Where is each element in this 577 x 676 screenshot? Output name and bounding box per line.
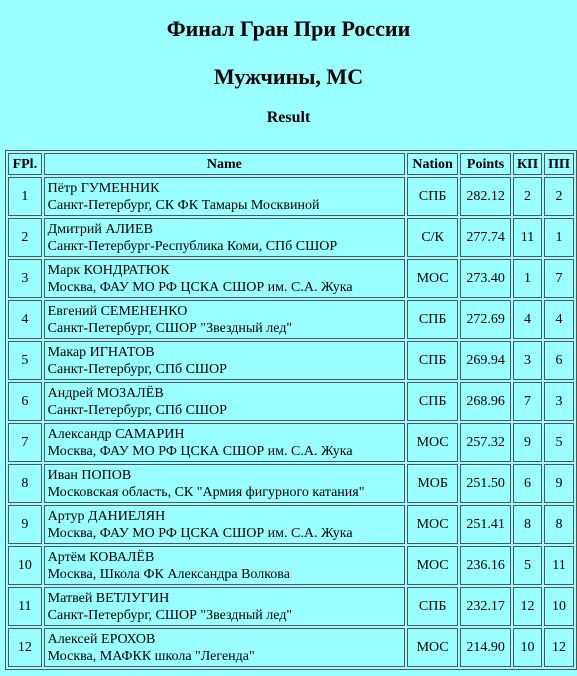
points-cell: 251.41 (460, 505, 511, 544)
header-nation: Nation (407, 153, 458, 175)
header-name: Name (44, 153, 405, 175)
free-program-cell: 8 (544, 505, 574, 544)
short-program-cell: 9 (513, 423, 542, 462)
place-cell: 4 (8, 300, 42, 339)
header-points: Points (460, 153, 511, 175)
table-row (8, 423, 574, 462)
athlete-name: Артём КОВАЛЁВ (47, 549, 155, 565)
place-cell: 8 (8, 464, 42, 503)
points-cell: 251.50 (460, 464, 511, 503)
free-program-cell: 9 (544, 464, 574, 503)
place-cell: 2 (8, 218, 42, 257)
athlete-club: Санкт-Петербург, СК ФК Тамары Москвиной (47, 197, 320, 213)
nation-cell: СПБ (407, 587, 458, 626)
nation-cell: МОС (407, 628, 458, 667)
nation-cell: МОС (407, 259, 458, 298)
name-cell (44, 628, 405, 667)
athlete-name: Артур ДАНИЕЛЯН (47, 508, 166, 524)
name-cell (44, 505, 405, 544)
name-cell (44, 259, 405, 298)
points-cell: 268.96 (460, 382, 511, 421)
place-cell: 10 (8, 546, 42, 585)
free-program-cell: 2 (544, 177, 574, 216)
short-program-cell: 1 (513, 259, 542, 298)
nation-cell: МОБ (407, 464, 458, 503)
free-program-cell: 6 (544, 341, 574, 380)
points-cell: 282.12 (460, 177, 511, 216)
free-program-cell: 7 (544, 259, 574, 298)
name-cell (44, 218, 405, 257)
nation-cell: МОС (407, 505, 458, 544)
nation-cell: СПБ (407, 382, 458, 421)
athlete-name: Александр САМАРИН (47, 426, 185, 442)
free-program-cell: 4 (544, 300, 574, 339)
athlete-name: Иван ПОПОВ (47, 467, 132, 483)
table-row (8, 505, 574, 544)
athlete-club: Санкт-Петербург, СПб СШОР (47, 361, 227, 377)
table-row (8, 464, 574, 503)
table-row (8, 259, 574, 298)
athlete-name: Дмитрий АЛИЕВ (47, 221, 153, 237)
table-row (8, 546, 574, 585)
nation-cell: СПБ (407, 177, 458, 216)
results-table (5, 150, 577, 670)
athlete-name: Андрей МОЗАЛЁВ (47, 385, 164, 401)
place-cell: 5 (8, 341, 42, 380)
points-cell: 272.69 (460, 300, 511, 339)
free-program-cell: 5 (544, 423, 574, 462)
athlete-club: Москва, МАФКК школа "Легенда" (47, 648, 255, 664)
short-program-cell: 7 (513, 382, 542, 421)
place-cell: 7 (8, 423, 42, 462)
table-row (8, 218, 574, 257)
header-short-program: КП (513, 153, 542, 175)
athlete-club: Санкт-Петербург, СПб СШОР (47, 402, 227, 418)
header-row (8, 153, 574, 175)
short-program-cell: 12 (513, 587, 542, 626)
table-row (8, 300, 574, 339)
short-program-cell: 10 (513, 628, 542, 667)
category-title: Мужчины, МС (213, 64, 364, 89)
short-program-cell: 3 (513, 341, 542, 380)
short-program-cell: 6 (513, 464, 542, 503)
athlete-name: Алексей ЕРОХОВ (47, 631, 156, 647)
name-cell (44, 464, 405, 503)
free-program-cell: 1 (544, 218, 574, 257)
name-cell (44, 587, 405, 626)
name-cell (44, 546, 405, 585)
athlete-club: Санкт-Петербург, СШОР "Звездный лед" (47, 320, 293, 336)
short-program-cell: 8 (513, 505, 542, 544)
athlete-name: Пётр ГУМЕННИК (47, 180, 160, 196)
short-program-cell: 11 (513, 218, 542, 257)
athlete-name: Евгений СЕМЕНЕНКО (47, 303, 188, 319)
short-program-cell: 2 (513, 177, 542, 216)
place-cell: 1 (8, 177, 42, 216)
header-place: FPl. (8, 153, 42, 175)
place-cell: 9 (8, 505, 42, 544)
points-cell: 214.90 (460, 628, 511, 667)
athlete-name: Матвей ВЕТЛУГИН (47, 590, 170, 606)
athlete-club: Московская область, СК "Армия фигурного катания" (47, 484, 365, 500)
free-program-cell: 12 (544, 628, 574, 667)
nation-cell: СПБ (407, 341, 458, 380)
points-cell: 277.74 (460, 218, 511, 257)
points-cell: 273.40 (460, 259, 511, 298)
result-subtitle: Result (266, 109, 311, 126)
points-cell: 232.17 (460, 587, 511, 626)
name-cell (44, 423, 405, 462)
nation-cell: СПБ (407, 300, 458, 339)
place-cell: 11 (8, 587, 42, 626)
name-cell (44, 177, 405, 216)
nation-cell: МОС (407, 546, 458, 585)
athlete-club: Москва, ФАУ МО РФ ЦСКА СШОР им. С.А. Жука (47, 279, 353, 295)
nation-cell: С/К (407, 218, 458, 257)
place-cell: 6 (8, 382, 42, 421)
free-program-cell: 10 (544, 587, 574, 626)
name-cell (44, 300, 405, 339)
short-program-cell: 5 (513, 546, 542, 585)
table-row (8, 177, 574, 216)
athlete-name: Макар ИГНАТОВ (47, 344, 155, 360)
athlete-name: Марк КОНДРАТЮК (47, 262, 170, 278)
free-program-cell: 11 (544, 546, 574, 585)
name-cell (44, 382, 405, 421)
page-title: Финал Гран При России (166, 16, 411, 41)
table-row (8, 382, 574, 421)
place-cell: 12 (8, 628, 42, 667)
table-row (8, 628, 574, 667)
points-cell: 236.16 (460, 546, 511, 585)
points-cell: 269.94 (460, 341, 511, 380)
athlete-club: Москва, Школа ФК Александра Волкова (47, 566, 290, 582)
athlete-club: Москва, ФАУ МО РФ ЦСКА СШОР им. С.А. Жука (47, 525, 353, 541)
athlete-club: Санкт-Петербург, СШОР "Звездный лед" (47, 607, 293, 623)
name-cell (44, 341, 405, 380)
nation-cell: МОС (407, 423, 458, 462)
table-row (8, 341, 574, 380)
free-program-cell: 3 (544, 382, 574, 421)
table-row (8, 587, 574, 626)
athlete-club: Санкт-Петербург-Республика Коми, СПб СШОР (47, 238, 338, 254)
points-cell: 257.32 (460, 423, 511, 462)
athlete-club: Москва, ФАУ МО РФ ЦСКА СШОР им. С.А. Жука (47, 443, 353, 459)
results-body (8, 177, 574, 667)
header-free-program: ПП (544, 153, 574, 175)
short-program-cell: 4 (513, 300, 542, 339)
place-cell: 3 (8, 259, 42, 298)
